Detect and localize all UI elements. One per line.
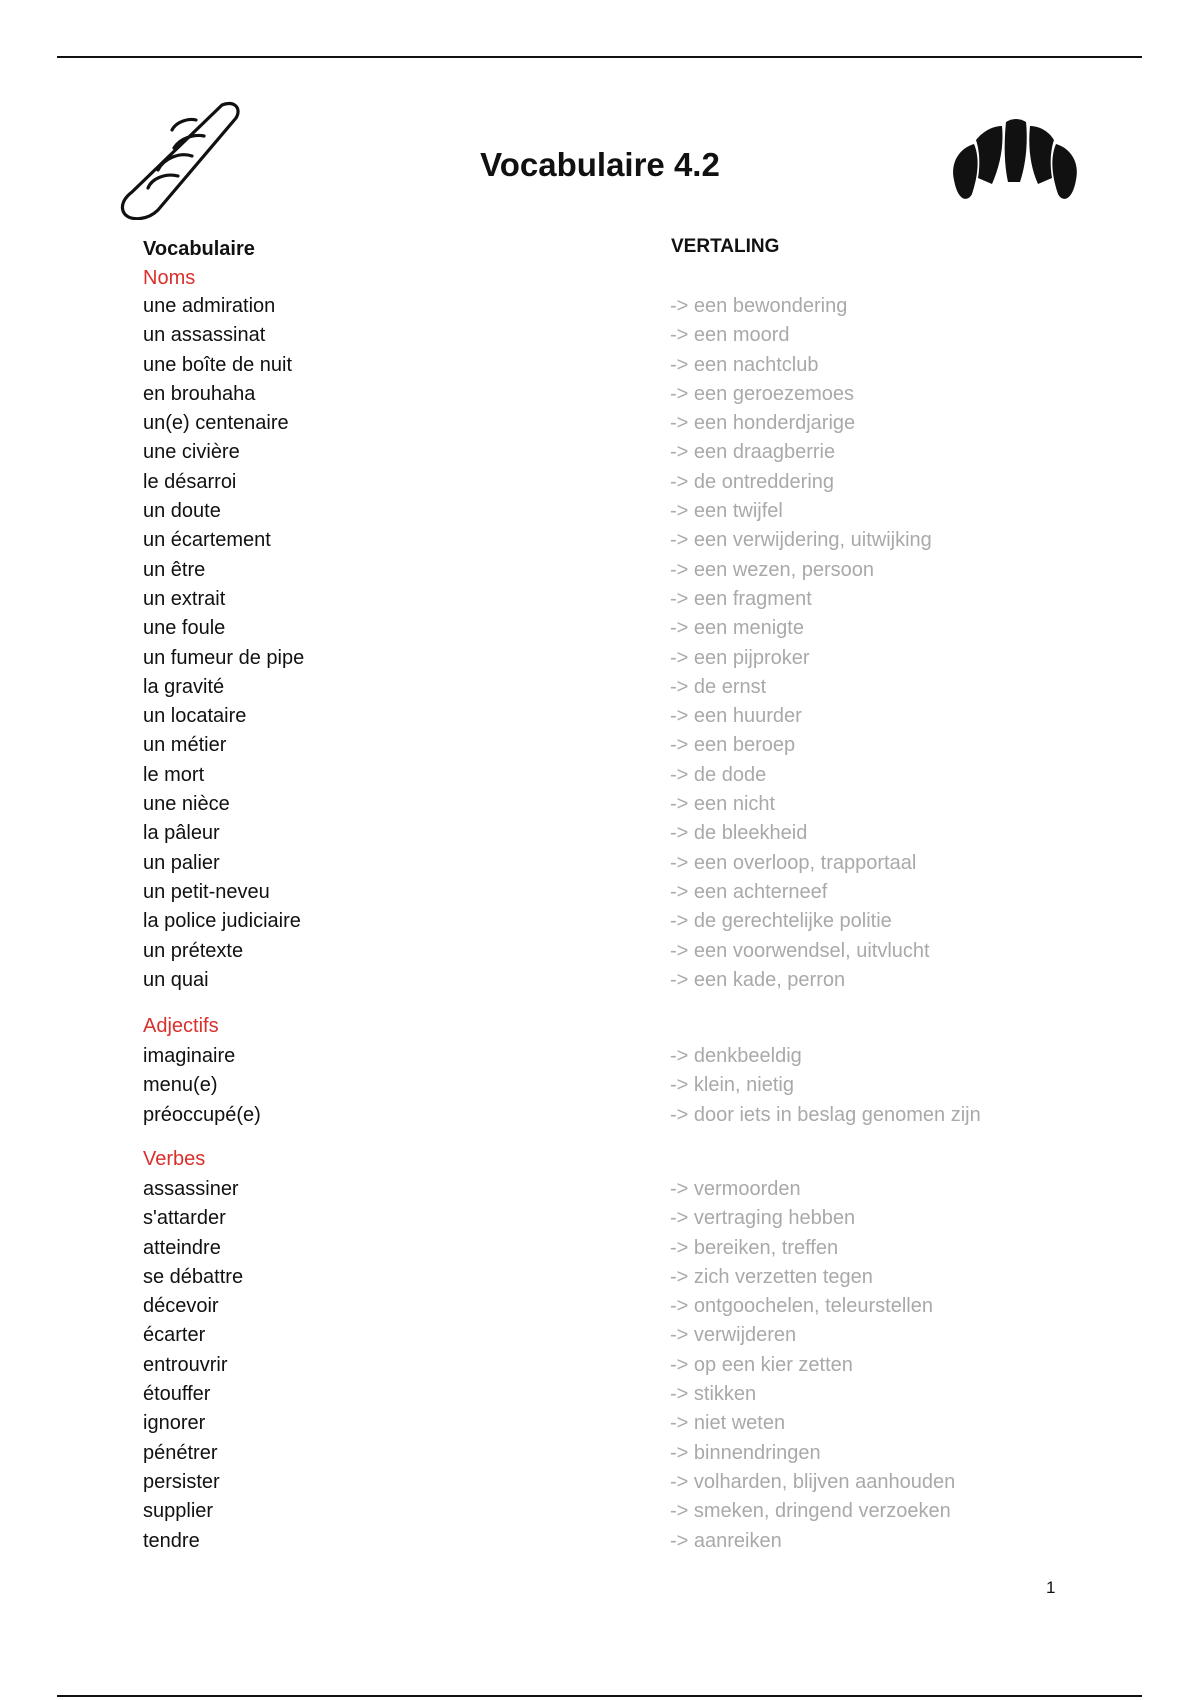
column-header-vertaling: VERTALING	[671, 236, 780, 257]
french-term: la pâleur	[143, 822, 220, 845]
french-term: une civière	[143, 441, 240, 464]
french-term: un être	[143, 558, 206, 581]
vocab-row	[0, 409, 1200, 438]
vocab-row	[0, 1380, 1200, 1409]
french-term: la gravité	[143, 675, 225, 698]
dutch-translation: -> volharden, blijven aanhouden	[670, 1470, 956, 1493]
french-term: un quai	[143, 968, 209, 991]
french-term: la police judiciaire	[143, 910, 301, 933]
dutch-translation: -> stikken	[670, 1383, 757, 1406]
vocab-list-noms	[0, 292, 1200, 995]
french-term: supplier	[143, 1500, 214, 1523]
vocab-row	[0, 1527, 1200, 1556]
french-term: ignorer	[143, 1412, 206, 1435]
page-number: 1	[1046, 1578, 1056, 1597]
dutch-translation: -> een pijproker	[670, 646, 810, 669]
vocab-row	[0, 1101, 1200, 1130]
dutch-translation: -> een draagberrie	[670, 441, 836, 464]
vocab-row	[0, 614, 1200, 643]
dutch-translation: -> een nachtclub	[670, 353, 819, 376]
french-term: le mort	[143, 763, 205, 786]
dutch-translation: -> een beroep	[670, 734, 796, 757]
dutch-translation: -> een menigte	[670, 617, 804, 640]
french-term: étouffer	[143, 1383, 211, 1406]
dutch-translation: -> een overloop, trapportaal	[670, 851, 917, 874]
dutch-translation: -> de gerechtelijke politie	[670, 910, 892, 933]
vocab-row	[0, 1071, 1200, 1100]
french-term: persister	[143, 1470, 220, 1493]
vocab-row	[0, 966, 1200, 995]
vocab-row	[0, 644, 1200, 673]
dutch-translation: -> een geroezemoes	[670, 382, 855, 405]
vocab-row	[0, 556, 1200, 585]
vocab-row	[0, 673, 1200, 702]
vocab-row	[0, 731, 1200, 760]
dutch-translation: -> een nicht	[670, 793, 776, 816]
french-term: une foule	[143, 617, 226, 640]
vocab-row	[0, 907, 1200, 936]
dutch-translation: -> een moord	[670, 324, 790, 347]
dutch-translation: -> de dode	[670, 763, 767, 786]
french-term: tendre	[143, 1529, 200, 1552]
vocab-list-adjectifs	[0, 1042, 1200, 1130]
french-term: imaginaire	[143, 1045, 236, 1067]
french-term: un locataire	[143, 705, 247, 728]
dutch-translation: -> een honderdjarige	[670, 412, 856, 435]
french-term: une admiration	[143, 295, 276, 317]
dutch-translation: -> smeken, dringend verzoeken	[670, 1500, 951, 1523]
vocab-row	[0, 351, 1200, 380]
vocab-row	[0, 1042, 1200, 1071]
dutch-translation: -> de ontreddering	[670, 470, 835, 493]
dutch-translation: -> een achterneef	[670, 880, 828, 903]
dutch-translation: -> een huurder	[670, 705, 802, 728]
vocab-row	[0, 380, 1200, 409]
french-term: un extrait	[143, 587, 226, 610]
column-header-vocabulaire: Vocabulaire	[143, 238, 255, 260]
vocab-row	[0, 1263, 1200, 1292]
vocab-row	[0, 819, 1200, 848]
french-term: s'attarder	[143, 1207, 226, 1230]
page-title: Vocabulaire 4.2	[480, 146, 720, 183]
dutch-translation: -> klein, nietig	[670, 1074, 794, 1097]
vocab-row	[0, 1204, 1200, 1233]
dutch-translation: -> bereiken, treffen	[670, 1236, 839, 1259]
french-term: décevoir	[143, 1295, 219, 1318]
vocab-row	[0, 497, 1200, 526]
french-term: un prétexte	[143, 939, 244, 962]
vocab-row	[0, 438, 1200, 467]
vocab-row	[0, 1409, 1200, 1438]
french-term: un(e) centenaire	[143, 412, 289, 435]
dutch-translation: -> de ernst	[670, 675, 767, 698]
dutch-translation: -> een bewondering	[670, 295, 848, 317]
french-term: un assassinat	[143, 324, 266, 347]
section-title-noms: Noms	[143, 267, 196, 289]
vocab-list-verbes	[0, 1175, 1200, 1556]
french-term: un métier	[143, 734, 227, 757]
vocab-row	[0, 1292, 1200, 1321]
vocab-row	[0, 585, 1200, 614]
french-term: écarter	[143, 1324, 206, 1347]
vocab-row	[0, 1175, 1200, 1204]
vocab-row	[0, 468, 1200, 497]
vocab-row	[0, 878, 1200, 907]
dutch-translation: -> een fragment	[670, 587, 812, 610]
french-term: menu(e)	[143, 1074, 218, 1097]
french-term: un doute	[143, 500, 221, 523]
dutch-translation: -> een verwijdering, uitwijking	[670, 529, 932, 552]
vocab-row	[0, 702, 1200, 731]
dutch-translation: -> ontgoochelen, teleurstellen	[670, 1295, 933, 1318]
dutch-translation: -> een wezen, persoon	[670, 558, 875, 581]
vocab-row	[0, 1351, 1200, 1380]
french-term: le désarroi	[143, 470, 237, 493]
french-term: se débattre	[143, 1265, 244, 1288]
french-term: en brouhaha	[143, 382, 256, 405]
croissant-icon	[950, 110, 1080, 210]
french-term: une nièce	[143, 793, 230, 816]
vocab-row	[0, 761, 1200, 790]
french-term: un fumeur de pipe	[143, 646, 305, 669]
dutch-translation: -> zich verzetten tegen	[670, 1265, 873, 1288]
french-term: atteindre	[143, 1236, 221, 1259]
dutch-translation: -> door iets in beslag genomen zijn	[670, 1103, 981, 1126]
french-term: préoccupé(e)	[143, 1103, 261, 1126]
dutch-translation: -> een twijfel	[670, 500, 783, 523]
dutch-translation: -> denkbeeldig	[670, 1045, 802, 1067]
dutch-translation: -> op een kier zetten	[670, 1353, 853, 1376]
french-term: un petit-neveu	[143, 880, 270, 903]
vocab-row	[0, 526, 1200, 555]
section-title-adjectifs: Adjectifs	[143, 1015, 219, 1037]
french-term: pénétrer	[143, 1441, 218, 1464]
dutch-translation: -> aanreiken	[670, 1529, 782, 1552]
vocab-row	[0, 1234, 1200, 1263]
vocab-row	[0, 292, 1200, 321]
vocab-row	[0, 1321, 1200, 1350]
dutch-translation: -> een voorwendsel, uitvlucht	[670, 939, 930, 962]
french-term: assassiner	[143, 1178, 239, 1200]
dutch-translation: -> niet weten	[670, 1412, 786, 1435]
french-term: une boîte de nuit	[143, 353, 293, 376]
bottom-rule	[57, 1695, 1142, 1697]
dutch-translation: -> vertraging hebben	[670, 1207, 856, 1230]
french-term: entrouvrir	[143, 1353, 228, 1376]
vocab-row	[0, 790, 1200, 819]
vocab-row	[0, 321, 1200, 350]
dutch-translation: -> verwijderen	[670, 1324, 797, 1347]
dutch-translation: -> een kade, perron	[670, 968, 846, 991]
top-rule	[57, 56, 1142, 58]
section-title-verbes: Verbes	[143, 1148, 206, 1170]
french-term: un écartement	[143, 529, 271, 552]
vocab-row	[0, 1497, 1200, 1526]
vocab-row	[0, 849, 1200, 878]
vocab-row	[0, 1468, 1200, 1497]
vocab-row	[0, 937, 1200, 966]
french-term: un palier	[143, 851, 220, 874]
dutch-translation: -> vermoorden	[670, 1178, 801, 1200]
dutch-translation: -> binnendringen	[670, 1441, 821, 1464]
dutch-translation: -> de bleekheid	[670, 822, 808, 845]
vocab-row	[0, 1439, 1200, 1468]
